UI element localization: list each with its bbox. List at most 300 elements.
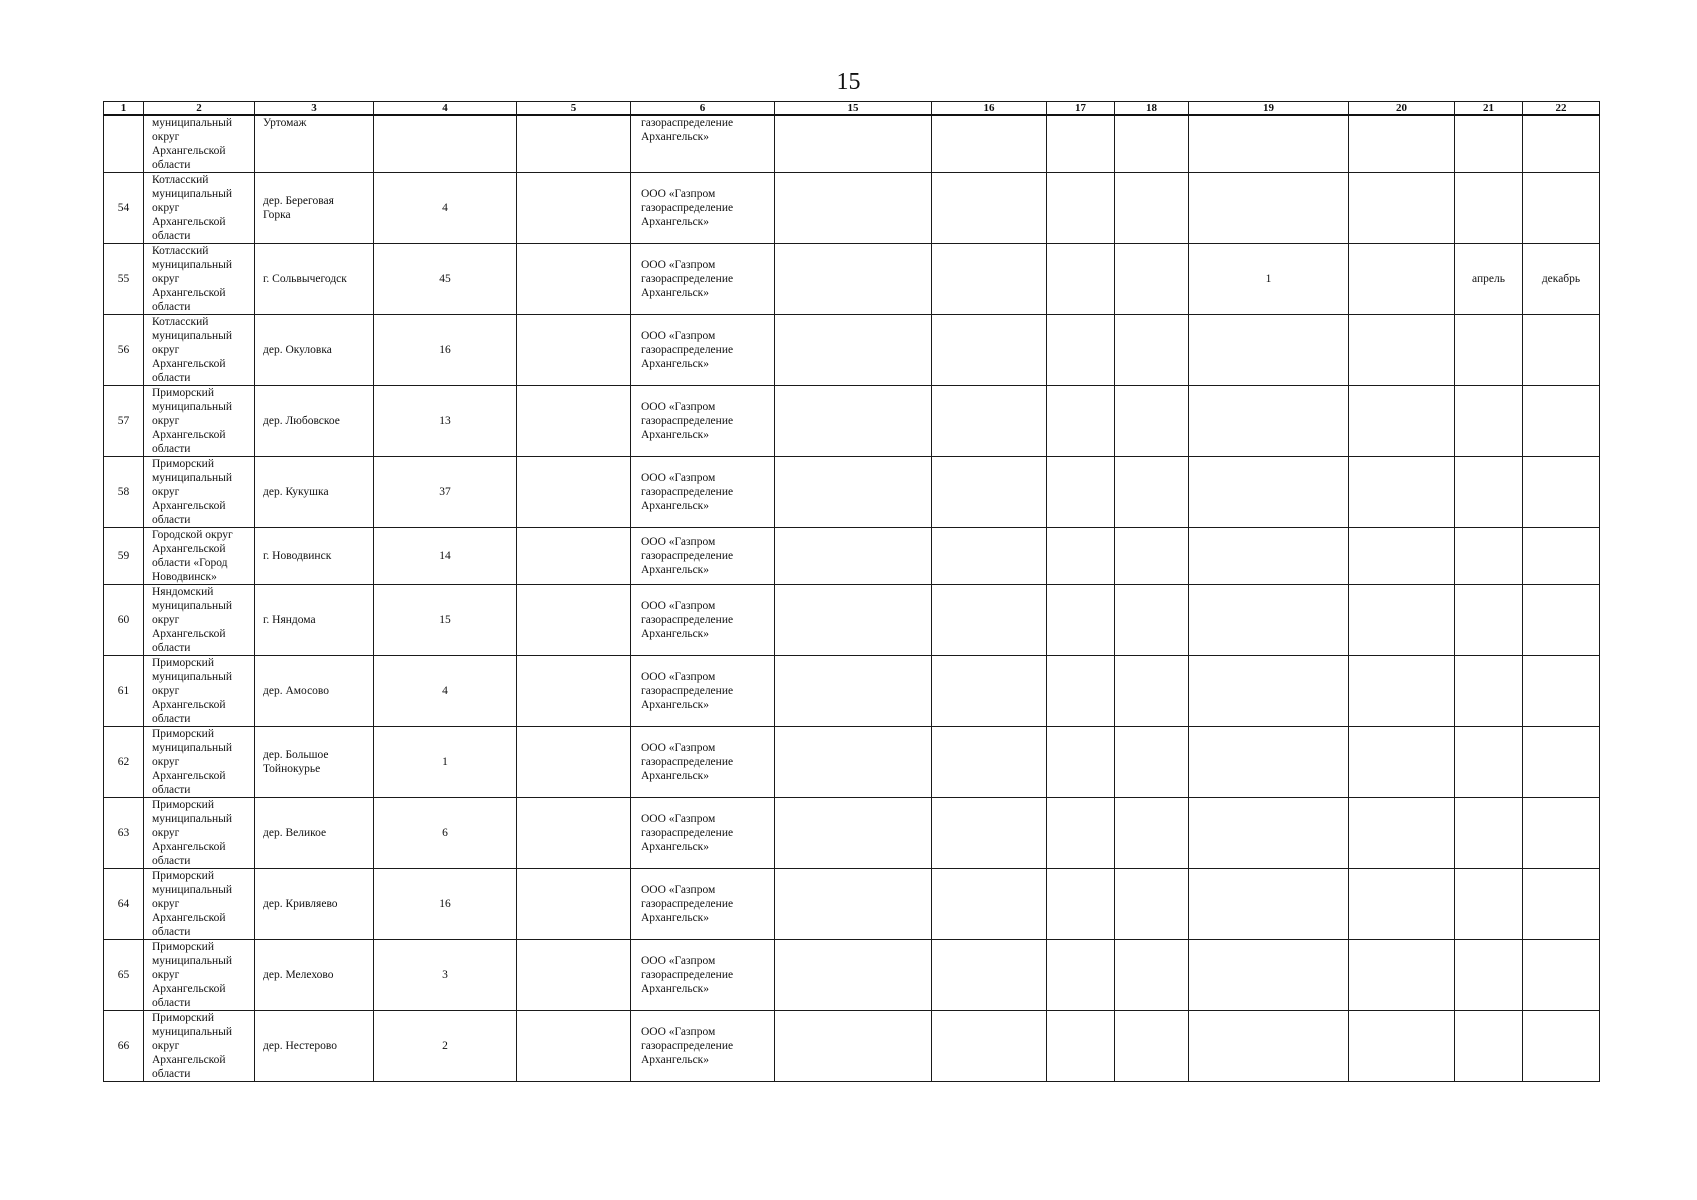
column-header: 15 (775, 102, 932, 116)
col16-cell (932, 173, 1047, 244)
col5-cell (517, 173, 631, 244)
column-header: 22 (1523, 102, 1600, 116)
organization-cell-text: газораспределение Архангельск» (641, 117, 734, 143)
row-number-cell (104, 457, 144, 528)
col19-cell-text: 1 (1265, 273, 1272, 285)
column-header: 6 (631, 102, 775, 116)
municipality-cell (144, 386, 255, 457)
col20-cell (1349, 528, 1455, 585)
col16-cell (932, 315, 1047, 386)
col20-cell (1349, 585, 1455, 656)
locality-cell (255, 940, 374, 1011)
col18-cell (1115, 386, 1189, 457)
end-month-cell (1523, 1011, 1600, 1082)
col17-cell (1047, 244, 1115, 315)
count-cell (374, 315, 517, 386)
organization-cell-text: ООО «Газпром газораспределение Архангельск» (641, 536, 734, 576)
column-header: 17 (1047, 102, 1115, 116)
municipality-cell (144, 727, 255, 798)
start-month-cell (1455, 585, 1523, 656)
count-cell-text: 15 (439, 614, 451, 626)
count-cell-text: 16 (439, 898, 451, 910)
locality-cell-text: г. Новодвинск (263, 550, 332, 562)
municipality-cell (144, 798, 255, 869)
col19-cell (1189, 1011, 1349, 1082)
organization-cell-text: ООО «Газпром газораспределение Архангельск» (641, 884, 734, 924)
start-month-cell (1455, 798, 1523, 869)
col5-cell (517, 386, 631, 457)
col18-cell (1115, 457, 1189, 528)
table-row (104, 115, 1600, 173)
col15-cell (775, 1011, 932, 1082)
row-number-cell (104, 798, 144, 869)
column-header: 5 (517, 102, 631, 116)
end-month-cell (1523, 656, 1600, 727)
municipality-cell-text: Приморский муниципальный округ Архангельской области (152, 941, 233, 1009)
count-cell (374, 1011, 517, 1082)
municipality-cell (144, 244, 255, 315)
row-number-cell (104, 727, 144, 798)
col18-cell (1115, 244, 1189, 315)
organization-cell-text: ООО «Газпром газораспределение Архангельск» (641, 472, 734, 512)
locality-cell-text: Уртомаж (263, 117, 307, 129)
page-number: 15 (836, 69, 861, 95)
end-month-cell (1523, 727, 1600, 798)
col5-cell (517, 798, 631, 869)
start-month-cell (1455, 1011, 1523, 1082)
end-month-cell (1523, 940, 1600, 1011)
table-row (104, 386, 1600, 457)
row-number-cell (104, 386, 144, 457)
municipality-cell (144, 940, 255, 1011)
col20-cell (1349, 115, 1455, 173)
count-cell (374, 656, 517, 727)
row-number-cell-text: 56 (117, 344, 130, 356)
organization-cell (631, 869, 775, 940)
column-header: 18 (1115, 102, 1189, 116)
col5-cell (517, 727, 631, 798)
row-number-cell-text: 64 (117, 898, 130, 910)
count-cell (374, 457, 517, 528)
col5-cell (517, 1011, 631, 1082)
table-row (104, 656, 1600, 727)
col5-cell (517, 315, 631, 386)
end-month-cell (1523, 244, 1600, 315)
municipality-cell (144, 173, 255, 244)
count-cell (374, 115, 517, 173)
row-number-cell (104, 115, 144, 173)
locality-cell-text: дер. Мелехово (263, 969, 334, 981)
row-number-cell (104, 585, 144, 656)
col20-cell (1349, 386, 1455, 457)
col19-cell (1189, 315, 1349, 386)
col18-cell (1115, 173, 1189, 244)
municipality-cell (144, 869, 255, 940)
col19-cell (1189, 115, 1349, 173)
col15-cell (775, 656, 932, 727)
col18-cell (1115, 528, 1189, 585)
col18-cell (1115, 585, 1189, 656)
end-month-cell (1523, 173, 1600, 244)
col19-cell (1189, 727, 1349, 798)
count-cell (374, 727, 517, 798)
count-cell (374, 244, 517, 315)
start-month-cell (1455, 656, 1523, 727)
gasification-table-container (103, 101, 1599, 1082)
locality-cell-text: дер. Кукушка (263, 486, 329, 498)
municipality-cell-text: Котласский муниципальный округ Архангельской области (152, 174, 233, 242)
col16-cell (932, 457, 1047, 528)
col19-cell (1189, 386, 1349, 457)
row-number-cell-text: 55 (117, 273, 130, 285)
row-number-cell-text: 61 (117, 685, 130, 697)
col20-cell (1349, 173, 1455, 244)
col15-cell (775, 528, 932, 585)
count-cell (374, 528, 517, 585)
col20-cell (1349, 869, 1455, 940)
locality-cell (255, 115, 374, 173)
organization-cell (631, 585, 775, 656)
organization-cell-text: ООО «Газпром газораспределение Архангельск» (641, 955, 734, 995)
start-month-cell (1455, 869, 1523, 940)
count-cell-text: 3 (442, 969, 448, 981)
locality-cell-text: дер. Окуловка (263, 344, 332, 356)
municipality-cell (144, 315, 255, 386)
column-header: 21 (1455, 102, 1523, 116)
col17-cell (1047, 798, 1115, 869)
locality-cell-text: дер. Большое Тойнокурье (263, 749, 329, 775)
col5-cell (517, 585, 631, 656)
organization-cell (631, 244, 775, 315)
locality-cell (255, 1011, 374, 1082)
municipality-cell (144, 656, 255, 727)
count-cell (374, 940, 517, 1011)
col16-cell (932, 115, 1047, 173)
col5-cell (517, 940, 631, 1011)
organization-cell-text: ООО «Газпром газораспределение Архангельск» (641, 1026, 734, 1066)
start-month-cell (1455, 173, 1523, 244)
municipality-cell-text: Приморский муниципальный округ Архангельской области (152, 458, 233, 526)
start-month-cell (1455, 244, 1523, 315)
row-number-cell (104, 1011, 144, 1082)
count-cell (374, 386, 517, 457)
col15-cell (775, 457, 932, 528)
municipality-cell-text: Приморский муниципальный округ Архангельской области (152, 657, 233, 725)
row-number-cell-text: 63 (117, 827, 130, 839)
table-row (104, 173, 1600, 244)
col16-cell (932, 727, 1047, 798)
start-month-cell-text: апрель (1472, 273, 1505, 285)
col5-cell (517, 869, 631, 940)
start-month-cell (1455, 528, 1523, 585)
end-month-cell (1523, 798, 1600, 869)
organization-cell (631, 798, 775, 869)
col17-cell (1047, 656, 1115, 727)
col5-cell (517, 656, 631, 727)
organization-cell-text: ООО «Газпром газораспределение Архангельск» (641, 742, 734, 782)
locality-cell (255, 869, 374, 940)
col20-cell (1349, 457, 1455, 528)
col18-cell (1115, 869, 1189, 940)
municipality-cell (144, 115, 255, 173)
row-number-cell (104, 173, 144, 244)
column-header: 4 (374, 102, 517, 116)
col19-cell (1189, 528, 1349, 585)
count-cell-text: 4 (442, 202, 448, 214)
municipality-cell-text: Городской округ Архангельской области «Город Новодвинск» (152, 529, 233, 583)
locality-cell-text: г. Няндома (263, 614, 316, 626)
locality-cell (255, 173, 374, 244)
row-number-cell-text: 60 (117, 614, 130, 626)
col18-cell (1115, 798, 1189, 869)
col16-cell (932, 798, 1047, 869)
start-month-cell (1455, 115, 1523, 173)
col19-cell (1189, 940, 1349, 1011)
col18-cell (1115, 656, 1189, 727)
municipality-cell-text: муниципальный округ Архангельской области (152, 117, 233, 171)
row-number-cell-text: 57 (117, 415, 130, 427)
table-body (104, 115, 1600, 1082)
organization-cell (631, 173, 775, 244)
col15-cell (775, 585, 932, 656)
table-row (104, 457, 1600, 528)
end-month-cell (1523, 315, 1600, 386)
row-number-cell-text: 66 (117, 1040, 130, 1052)
municipality-cell (144, 528, 255, 585)
col17-cell (1047, 727, 1115, 798)
organization-cell (631, 115, 775, 173)
col18-cell (1115, 315, 1189, 386)
locality-cell (255, 244, 374, 315)
col5-cell (517, 528, 631, 585)
end-month-cell (1523, 115, 1600, 173)
locality-cell-text: дер. Кривляево (263, 898, 338, 910)
locality-cell (255, 528, 374, 585)
municipality-cell-text: Котласский муниципальный округ Архангельской области (152, 316, 233, 384)
table-row (104, 315, 1600, 386)
column-header: 2 (144, 102, 255, 116)
count-cell-text: 13 (439, 415, 451, 427)
municipality-cell (144, 457, 255, 528)
col16-cell (932, 386, 1047, 457)
col17-cell (1047, 457, 1115, 528)
col16-cell (932, 244, 1047, 315)
col20-cell (1349, 798, 1455, 869)
col5-cell (517, 457, 631, 528)
col15-cell (775, 244, 932, 315)
organization-cell-text: ООО «Газпром газораспределение Архангельск» (641, 813, 734, 853)
organization-cell (631, 386, 775, 457)
locality-cell (255, 457, 374, 528)
locality-cell-text: дер. Любовское (263, 415, 340, 427)
organization-cell-text: ООО «Газпром газораспределение Архангельск» (641, 188, 734, 228)
organization-cell-text: ООО «Газпром газораспределение Архангельск» (641, 600, 734, 640)
organization-cell (631, 656, 775, 727)
municipality-cell-text: Приморский муниципальный округ Архангельской области (152, 870, 233, 938)
end-month-cell (1523, 457, 1600, 528)
count-cell (374, 585, 517, 656)
end-month-cell-text: декабрь (1541, 273, 1581, 285)
end-month-cell (1523, 869, 1600, 940)
count-cell-text: 14 (439, 550, 451, 562)
row-number-cell-text: 54 (117, 202, 130, 214)
col17-cell (1047, 528, 1115, 585)
organization-cell-text: ООО «Газпром газораспределение Архангельск» (641, 401, 734, 441)
locality-cell-text: дер. Великое (263, 827, 327, 839)
col15-cell (775, 727, 932, 798)
col16-cell (932, 656, 1047, 727)
start-month-cell (1455, 386, 1523, 457)
col17-cell (1047, 1011, 1115, 1082)
col18-cell (1115, 1011, 1189, 1082)
col19-cell (1189, 656, 1349, 727)
start-month-cell (1455, 940, 1523, 1011)
table-row (104, 727, 1600, 798)
end-month-cell (1523, 386, 1600, 457)
row-number-cell (104, 244, 144, 315)
count-cell-text: 16 (439, 344, 451, 356)
col19-cell (1189, 457, 1349, 528)
municipality-cell-text: Няндомский муниципальный округ Архангельской области (152, 586, 233, 654)
col18-cell (1115, 727, 1189, 798)
count-cell-text: 6 (442, 827, 448, 839)
locality-cell (255, 727, 374, 798)
organization-cell (631, 315, 775, 386)
col16-cell (932, 869, 1047, 940)
col17-cell (1047, 386, 1115, 457)
row-number-cell (104, 528, 144, 585)
col17-cell (1047, 940, 1115, 1011)
column-header: 1 (104, 102, 144, 116)
col20-cell (1349, 315, 1455, 386)
col15-cell (775, 115, 932, 173)
row-number-cell (104, 940, 144, 1011)
municipality-cell-text: Приморский муниципальный округ Архангельской области (152, 387, 233, 455)
col17-cell (1047, 585, 1115, 656)
col20-cell (1349, 244, 1455, 315)
count-cell (374, 869, 517, 940)
start-month-cell (1455, 727, 1523, 798)
municipality-cell-text: Котласский муниципальный округ Архангельской области (152, 245, 233, 313)
locality-cell (255, 798, 374, 869)
row-number-cell-text: 62 (117, 756, 130, 768)
table-row (104, 528, 1600, 585)
organization-cell (631, 457, 775, 528)
col16-cell (932, 585, 1047, 656)
municipality-cell (144, 585, 255, 656)
count-cell-text: 2 (442, 1040, 448, 1052)
column-header: 16 (932, 102, 1047, 116)
col5-cell (517, 115, 631, 173)
col19-cell (1189, 173, 1349, 244)
col19-cell (1189, 798, 1349, 869)
organization-cell-text: ООО «Газпром газораспределение Архангельск» (641, 330, 734, 370)
row-number-cell (104, 656, 144, 727)
end-month-cell (1523, 528, 1600, 585)
col20-cell (1349, 1011, 1455, 1082)
col15-cell (775, 315, 932, 386)
count-cell-text: 37 (439, 486, 451, 498)
locality-cell (255, 386, 374, 457)
col15-cell (775, 173, 932, 244)
column-header: 3 (255, 102, 374, 116)
col17-cell (1047, 115, 1115, 173)
locality-cell (255, 315, 374, 386)
col19-cell (1189, 869, 1349, 940)
col15-cell (775, 940, 932, 1011)
col20-cell (1349, 656, 1455, 727)
gasification-table (103, 101, 1600, 1082)
col17-cell (1047, 173, 1115, 244)
table-row (104, 1011, 1600, 1082)
organization-cell-text: ООО «Газпром газораспределение Архангельск» (641, 671, 734, 711)
municipality-cell-text: Приморский муниципальный округ Архангельской области (152, 1012, 233, 1080)
start-month-cell (1455, 315, 1523, 386)
start-month-cell (1455, 457, 1523, 528)
col19-cell (1189, 585, 1349, 656)
organization-cell (631, 1011, 775, 1082)
end-month-cell (1523, 585, 1600, 656)
col18-cell (1115, 940, 1189, 1011)
col15-cell (775, 386, 932, 457)
count-cell (374, 173, 517, 244)
col15-cell (775, 869, 932, 940)
locality-cell-text: дер. Амосово (263, 685, 330, 697)
row-number-cell-text: 59 (117, 550, 130, 562)
col19-cell (1189, 244, 1349, 315)
col17-cell (1047, 869, 1115, 940)
column-number-row (104, 102, 1600, 116)
table-row (104, 940, 1600, 1011)
col16-cell (932, 940, 1047, 1011)
row-number-cell (104, 315, 144, 386)
count-cell (374, 798, 517, 869)
row-number-cell (104, 869, 144, 940)
organization-cell-text: ООО «Газпром газораспределение Архангельск» (641, 259, 734, 299)
organization-cell (631, 727, 775, 798)
column-header: 19 (1189, 102, 1349, 116)
table-row (104, 244, 1600, 315)
col16-cell (932, 528, 1047, 585)
col20-cell (1349, 727, 1455, 798)
col5-cell (517, 244, 631, 315)
count-cell-text: 45 (439, 273, 451, 285)
table-row (104, 798, 1600, 869)
municipality-cell (144, 1011, 255, 1082)
col18-cell (1115, 115, 1189, 173)
col20-cell (1349, 940, 1455, 1011)
count-cell-text: 4 (442, 685, 448, 697)
locality-cell-text: дер. Нестерово (263, 1040, 337, 1052)
col17-cell (1047, 315, 1115, 386)
municipality-cell-text: Приморский муниципальный округ Архангельской области (152, 728, 233, 796)
table-row (104, 869, 1600, 940)
row-number-cell-text: 58 (117, 486, 130, 498)
organization-cell (631, 940, 775, 1011)
organization-cell (631, 528, 775, 585)
row-number-cell-text: 65 (117, 969, 130, 981)
locality-cell (255, 585, 374, 656)
locality-cell-text: г. Сольвычегодск (263, 273, 347, 285)
col15-cell (775, 798, 932, 869)
municipality-cell-text: Приморский муниципальный округ Архангельской области (152, 799, 233, 867)
table-row (104, 585, 1600, 656)
count-cell-text: 1 (442, 756, 448, 768)
locality-cell (255, 656, 374, 727)
column-header: 20 (1349, 102, 1455, 116)
locality-cell-text: дер. Береговая Горка (263, 195, 334, 221)
col16-cell (932, 1011, 1047, 1082)
